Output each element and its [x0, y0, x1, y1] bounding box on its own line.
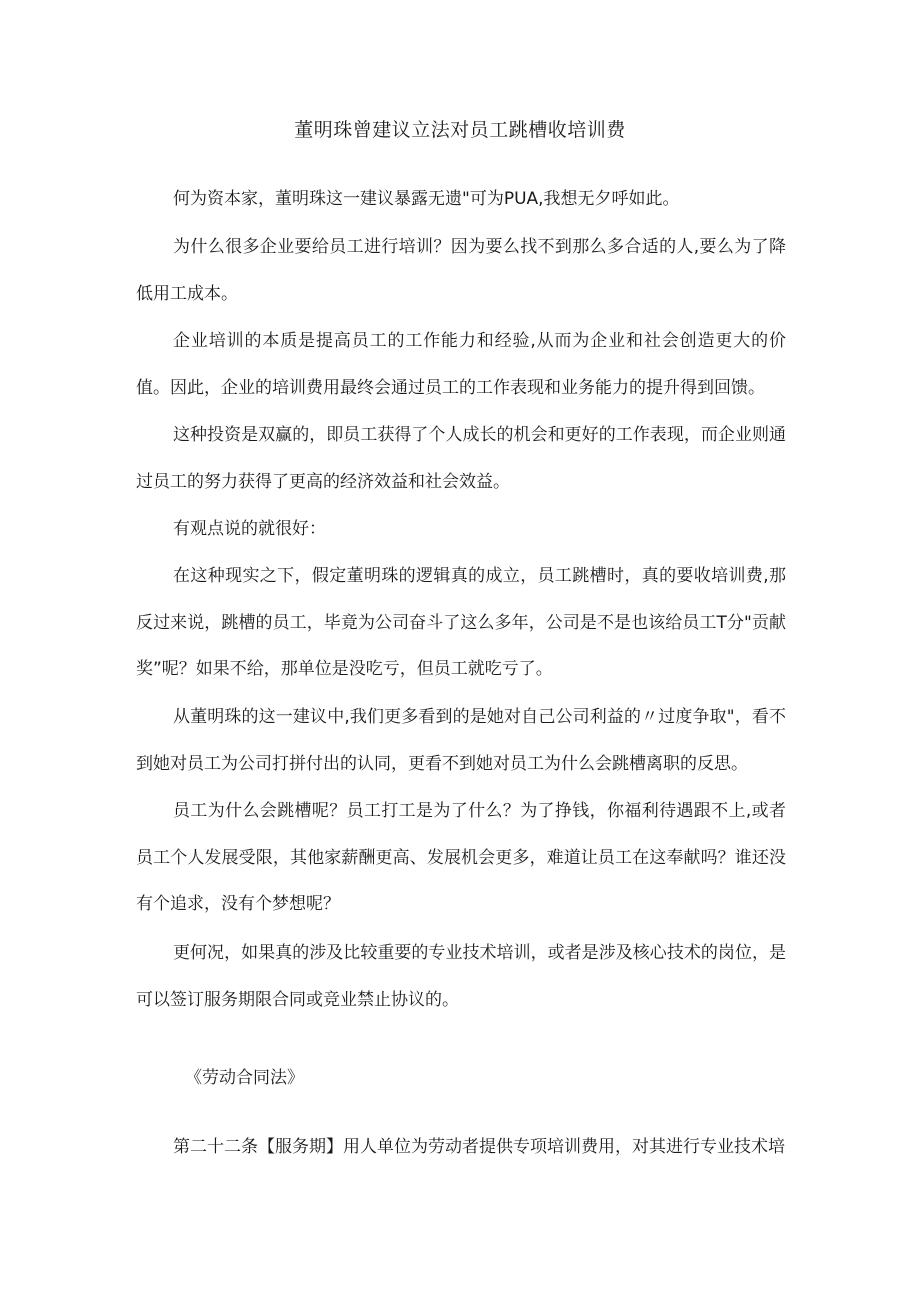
paragraph-2: 为什么很多企业要给员工进行培训？因为要么找不到那么多合适的人,要么为了降低用工成本。	[136, 237, 786, 304]
paragraph-1: 何为资本家，董明珠这一建议暴露无遗"可为PUA,我想无夕呼如此。	[173, 189, 680, 209]
paragraph-6: 在这种现实之下，假定董明珠的逻辑真的成立，员工跳槽时，真的要收培训费,那反过来说，跳槽的员工，毕竟为公司奋斗了这么多年，公司是不是也该给员工T分"贡献奖”呢？如果不给，那单位是没吃亏，但员工就吃亏了。	[136, 566, 786, 679]
law-title: 《劳动合同法》	[185, 1068, 304, 1088]
paragraph-3: 企业培训的本质是提高员工的工作能力和经验,从而为企业和社会创造更大的价值。因此，企业的培训费用最终会通过员工的工作表现和业务能力的提升得到回馈。	[136, 331, 786, 398]
paragraph-7: 从董明珠的这一建议中,我们更多看到的是她对自己公司利益的〃过度争取"，看不到她对员工为公司打拼付出的认同，更看不到她对员工为什么会跳槽离职的反思。	[136, 707, 786, 774]
law-article: 第二十二条【服务期】用人单位为劳动者提供专项培训费用，对其进行专业技术培	[173, 1137, 785, 1157]
paragraph-5: 有观点说的就很好：	[173, 519, 326, 539]
paragraph-8: 员工为什么会跳槽呢？员工打工是为了什么？为了挣钱，你福利待遇跟不上,或者员工个人发展受限，其他家薪酬更高、发展机会更多，难道让员工在这奉献吗？谁还没有个追求，没有个梦想呢？	[136, 801, 786, 914]
paragraph-9: 更何况，如果真的涉及比较重要的专业技术培训，或者是涉及核心技术的岗位，是可以签订服务期限合同或竞业禁止协议的。	[136, 943, 786, 1010]
document-title: 董明珠曾建议立法对员工跳槽收培训费	[294, 119, 626, 141]
paragraph-4: 这种投资是双赢的，即员工获得了个人成长的机会和更好的工作表现，而企业则通过员工的努力获得了更高的经济效益和社会效益。	[136, 425, 786, 492]
